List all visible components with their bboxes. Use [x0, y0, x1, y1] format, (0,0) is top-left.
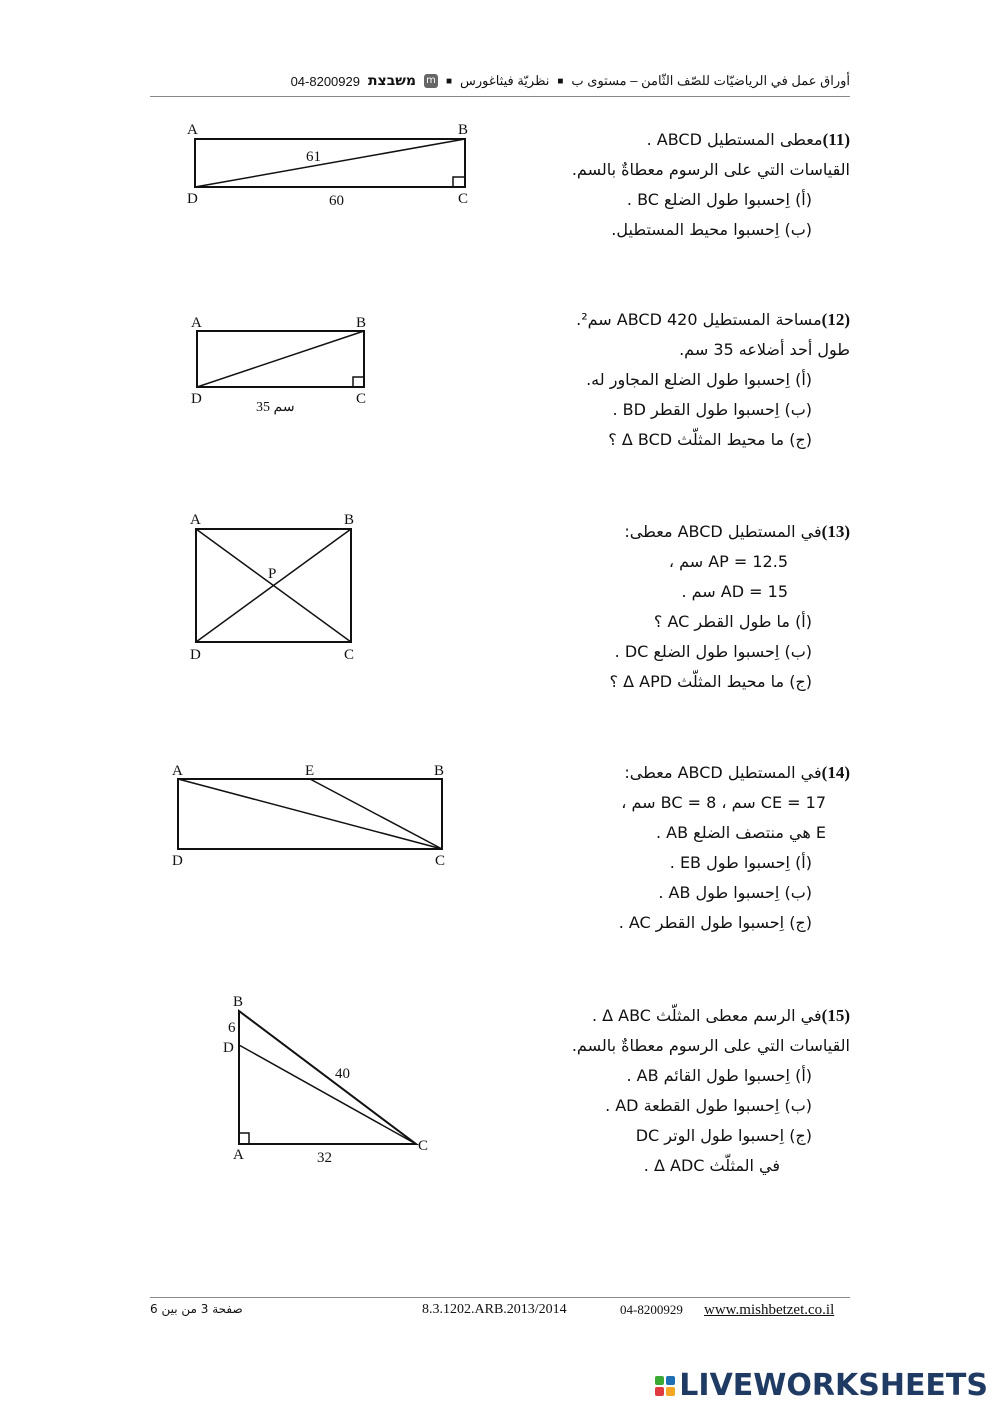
- question-line: في المستطيل ABCD معطى:: [624, 522, 822, 541]
- bottom-length-label: 35 سم: [256, 400, 295, 415]
- question-part-c: (ج) ما محيط المثلّث Δ BCD ؟: [608, 430, 812, 449]
- question-part-b: (ب) اِحسبوا طول الضلع DC .: [614, 642, 812, 661]
- question-number: (13): [821, 522, 850, 541]
- question-line: في المستطيل ABCD معطى:: [624, 763, 822, 782]
- header-topic: نظريّة فيثاغورس: [460, 73, 550, 88]
- vertex-label-b: B: [233, 994, 244, 1010]
- vertex-label-a: A: [187, 122, 198, 138]
- question-part-b: (ب) اِحسبوا طول القطر BD .: [612, 400, 812, 419]
- question-part-a: (أ) اِحسبوا طول الضلع BC .: [626, 190, 812, 209]
- question-part-c: (ج) ما محيط المثلّث Δ APD ؟: [609, 672, 812, 691]
- given-e-midpoint: E هي منتصف الضلع AB .: [656, 823, 826, 842]
- triangle-shape: [239, 1011, 416, 1144]
- vertex-label-a: A: [191, 315, 202, 331]
- hypotenuse-length-label: 40: [335, 1066, 350, 1082]
- question-line: في الرسم معطى المثلّث Δ ABC .: [591, 1006, 822, 1025]
- question-part-b: (ب) اِحسبوا محيط المستطيل.: [611, 220, 812, 239]
- question-number: (15): [821, 1006, 850, 1025]
- vertex-label-d: D: [172, 853, 183, 869]
- point-label-d: D: [223, 1040, 234, 1056]
- question-part-b: (ب) اِحسبوا طول AB .: [658, 883, 812, 902]
- right-angle-mark: [239, 1133, 249, 1144]
- bottom-length-label: 60: [329, 193, 344, 209]
- vertex-label-c: C: [418, 1138, 429, 1154]
- question-part-c: (ج) اِحسبوا طول القطر AC .: [618, 913, 812, 932]
- liveworksheets-text: LIVEWORKSHEETS: [679, 1368, 988, 1403]
- question-part-c: (ج) اِحسبوا طول الوتر DC: [635, 1126, 812, 1145]
- intersection-label-p: P: [268, 566, 277, 582]
- vertex-label-c: C: [356, 391, 367, 407]
- separator-square-icon: ■: [445, 75, 453, 87]
- vertex-label-b: B: [344, 512, 355, 528]
- vertex-label-d: D: [187, 191, 198, 207]
- vertex-label-c: C: [435, 853, 446, 869]
- question-line: القياسات التي على الرسوم معطاةٌ بالسم.: [571, 160, 850, 179]
- question-part-a: (أ) ما طول القطر AC ؟: [653, 612, 812, 631]
- question-line: معطى المستطيل ABCD .: [646, 130, 823, 149]
- question-number: (11): [822, 130, 850, 149]
- vertex-label-b: B: [434, 763, 445, 779]
- point-label-e: E: [305, 763, 315, 779]
- given-ap: AP = 12.5 سم ،: [668, 552, 788, 571]
- vertex-label-d: D: [190, 647, 201, 663]
- website-link[interactable]: www.mishbetzet.co.il: [704, 1302, 835, 1318]
- question-number: (12): [821, 310, 850, 329]
- given-ad: AD = 15 سم .: [681, 582, 788, 601]
- vertex-label-d: D: [191, 391, 202, 407]
- vertex-label-b: B: [458, 122, 469, 138]
- vertex-label-b: B: [356, 315, 367, 331]
- question-line: مساحة المستطيل ABCD 420 سم².: [576, 310, 822, 329]
- header-logo-text: משבצת: [367, 73, 416, 89]
- question-part-c-cont: في المثلّث Δ ADC .: [643, 1156, 780, 1175]
- vertex-label-a: A: [190, 512, 201, 528]
- vertex-label-c: C: [344, 647, 355, 663]
- question-part-a: (أ) اِحسبوا طول الضلع المجاور له.: [586, 370, 812, 389]
- diagonal-length-label: 61: [306, 149, 321, 165]
- base-length-label: 32: [317, 1150, 332, 1166]
- question-line: القياسات التي على الرسوم معطاةٌ بالسم.: [571, 1036, 850, 1055]
- vertex-label-a: A: [233, 1147, 244, 1163]
- page-number: صفحة 3 من بين 6: [150, 1302, 243, 1316]
- header-phone: 04-8200929: [290, 73, 360, 89]
- liveworksheets-grid-icon: [655, 1376, 675, 1396]
- question-number: (14): [821, 763, 850, 782]
- vertex-label-a: A: [172, 763, 183, 779]
- question-part-a: (أ) اِحسبوا طول EB .: [669, 853, 812, 872]
- question-part-a: (أ) اِحسبوا طول القائم AB .: [626, 1066, 812, 1085]
- question-part-b: (ب) اِحسبوا طول القطعة AD .: [605, 1096, 812, 1115]
- given-ce-bc: CE = 17 سم ، BC = 8 سم ،: [621, 793, 826, 812]
- vertex-label-c: C: [458, 191, 469, 207]
- segment-bd-label: 6: [228, 1020, 236, 1036]
- header-title: أوراق عمل في الرياضيّات للصّف الثّامن – مستوى ب: [571, 73, 850, 88]
- mishbetzet-logo-icon: m: [424, 74, 438, 88]
- liveworksheets-logo: [655, 1368, 988, 1403]
- footer-divider: [150, 1297, 850, 1298]
- document-code: 8.3.1202.ARB.2013/2014: [422, 1302, 567, 1317]
- segment-dc: [239, 1045, 416, 1144]
- question-line: طول أحد أضلاعه 35 سم.: [679, 340, 850, 359]
- footer-phone: 04-8200929: [620, 1302, 683, 1317]
- separator-square-icon: ■: [557, 75, 564, 87]
